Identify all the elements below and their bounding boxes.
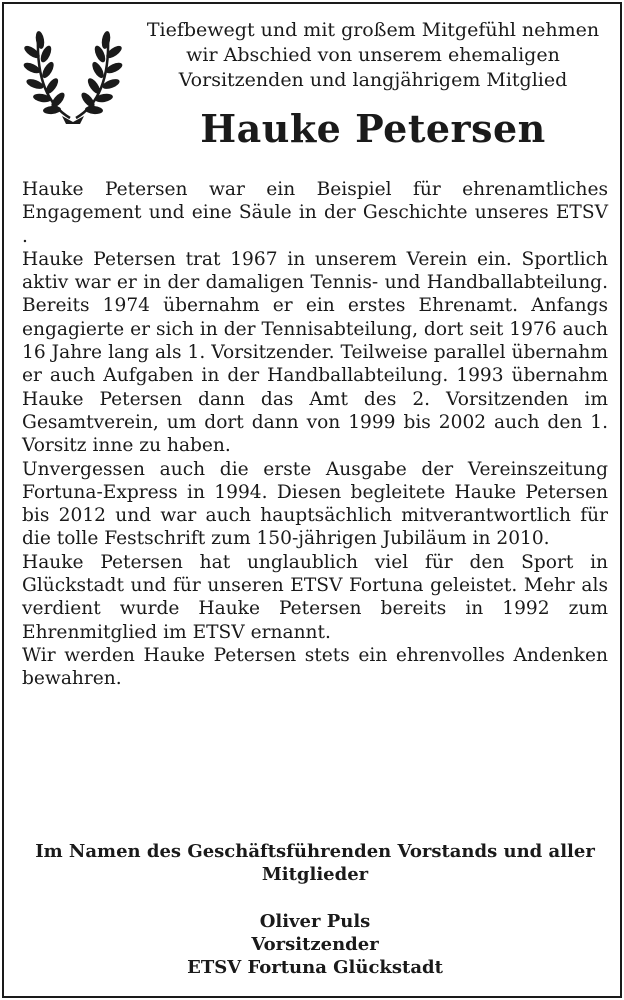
deceased-name: Hauke Petersen: [200, 106, 546, 151]
body-paragraph: Wir werden Hauke Petersen stets ein ehrenvolles Andenken bewahren.: [22, 644, 608, 690]
laurel-wreath-icon: [18, 18, 128, 128]
body-paragraph: Unvergessen auch die erste Ausgabe der Vereinszeitung Fortuna-Express in 1994. Diesen begleitete Hauke Petersen bis 2012 und war auch hauptsächlich mitverantwortlich für die tolle Festschrift zum 150-jährigen Jubiläum in 2010.: [22, 458, 608, 550]
signatory-role: Vorsitzender: [251, 934, 379, 955]
on-behalf-text: Im Namen des Geschäftsführenden Vorstands und aller: [35, 841, 595, 862]
intro-line: Vorsitzenden und langjährigem Mitglied: [178, 69, 568, 91]
on-behalf-text-2: Mitglieder: [261, 864, 369, 885]
on-behalf-line: [22, 840, 608, 886]
club-name: ETSV Fortuna Glückstadt: [187, 957, 443, 978]
body-paragraph: Hauke Petersen war ein Beispiel für ehrenamtliches Engagement und eine Säule in der Geschichte unseres ETSV .: [22, 179, 608, 247]
body-paragraph: Hauke Petersen trat 1967 in unserem Verein ein. Sportlich aktiv war er in der damaligen Tennis- und Handballabteilung. Bereits 1974 übernahm er ein erstes Ehrenamt. Anfangs engagierte er sich in der Tennisabteilung, dort seit 1976 auch 16 Jahre lang als 1. Vorsitzender. Teilweise parallel übernahm er auch Aufgaben in der Handballabteilung. 1993 übernahm Hauke Petersen dann das Amt des 2. Vorsitzenden im Gesamtverein, um dort dann von 1999 bis 2002 auch den 1. Vorsitz inne zu haben.: [22, 248, 608, 457]
signature-block: [22, 910, 608, 979]
intro-line: wir Abschied von unserem ehemaligen: [186, 44, 560, 66]
body-paragraph: Hauke Petersen hat unglaublich viel für den Sport in Glückstadt und für unseren ETSV Fortuna geleistet. Mehr als verdient wurde Hauke Petersen bereits in 1992 zum Ehrenmitglied im ETSV ernannt.: [22, 551, 608, 643]
obituary-body: [22, 178, 608, 691]
signatory-name: Oliver Puls: [259, 911, 371, 932]
obituary-notice: [2, 2, 622, 998]
intro-text: [134, 18, 612, 93]
intro-line: Tiefbewegt und mit großem Mitgefühl nehmen: [146, 19, 600, 41]
